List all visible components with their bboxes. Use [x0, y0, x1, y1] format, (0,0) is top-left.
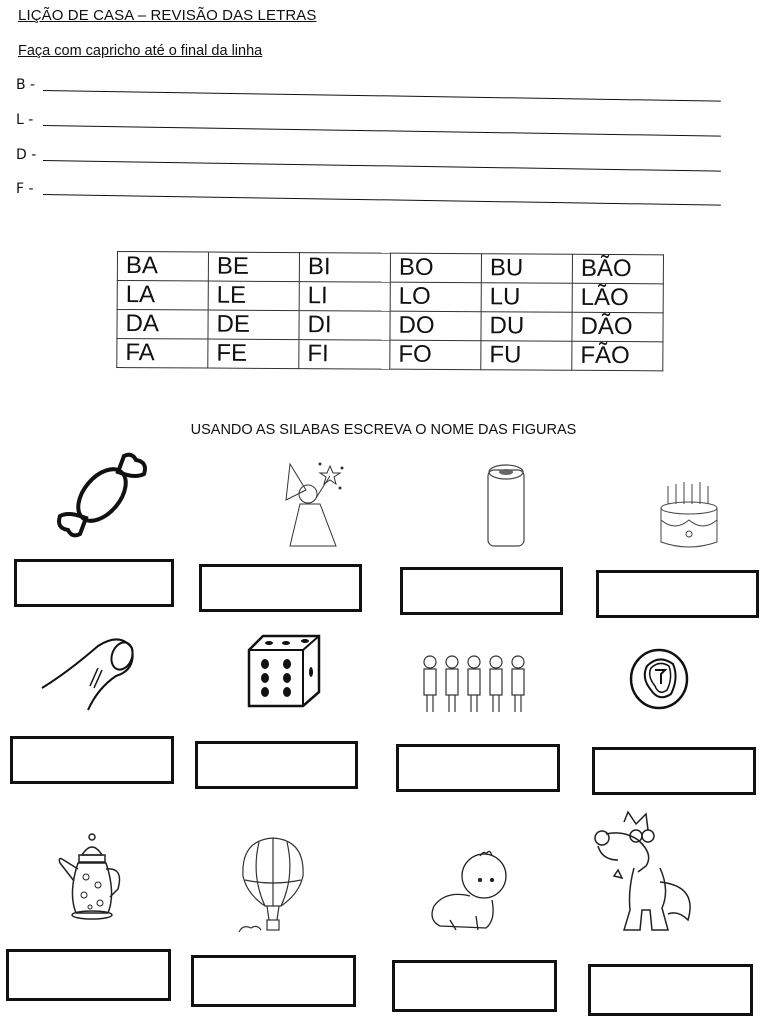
writing-line-b[interactable]	[16, 77, 721, 97]
instruction-text: USANDO AS SILABAS ESCREVA O NOME DAS FIGURAS	[190, 422, 577, 438]
answer-box-7[interactable]	[396, 744, 560, 792]
page-subtitle: Faça com capricho até o final da linha	[18, 43, 263, 59]
syllable-cell: DI	[299, 311, 390, 341]
syllable-cell: LU	[481, 283, 572, 313]
syllable-cell: LÃO	[572, 283, 663, 313]
birthday-cake-icon	[656, 480, 722, 552]
answer-box-9[interactable]	[6, 949, 171, 1001]
syllable-cell: BO	[390, 253, 481, 283]
writing-rule	[43, 90, 721, 102]
table-row	[117, 310, 663, 342]
teapot-icon	[54, 833, 130, 921]
syllable-cell: LE	[208, 281, 299, 311]
syllable-cell: LO	[390, 282, 481, 312]
syllable-cell: FU	[481, 341, 572, 371]
syllable-cell: DÃO	[572, 312, 663, 342]
finger-icon	[38, 636, 138, 711]
dice-icon	[243, 634, 323, 710]
candy-icon	[52, 450, 152, 540]
line-label: L -	[16, 112, 34, 128]
answer-box-3[interactable]	[400, 567, 563, 615]
writing-rule	[43, 194, 721, 206]
syllable-cell: DA	[117, 310, 208, 340]
line-label: D -	[16, 147, 37, 163]
answer-box-12[interactable]	[588, 964, 753, 1016]
answer-box-8[interactable]	[592, 747, 756, 795]
answer-box-2[interactable]	[199, 564, 362, 612]
syllable-cell: BA	[117, 252, 208, 282]
table-row	[117, 281, 663, 313]
fairy-icon	[280, 460, 350, 548]
writing-line-d[interactable]	[16, 147, 721, 167]
answer-box-1[interactable]	[14, 559, 174, 607]
syllable-cell: BE	[208, 252, 299, 282]
syllable-cell: FA	[117, 339, 208, 369]
line-label: F -	[16, 181, 34, 197]
syllable-cell: BÃO	[572, 254, 663, 284]
syllable-cell: BU	[481, 254, 572, 284]
baby-icon	[426, 850, 516, 934]
writing-rule	[43, 125, 721, 137]
syllable-cell: FÃO	[572, 341, 663, 371]
answer-box-4[interactable]	[596, 570, 759, 618]
answer-box-10[interactable]	[191, 955, 356, 1007]
syllable-cell: DO	[390, 311, 481, 341]
hot-air-balloon-icon	[237, 836, 309, 936]
syllable-cell: FE	[208, 339, 299, 369]
syllable-cell: FO	[390, 340, 481, 370]
table-row	[117, 252, 663, 284]
syllable-cell: DU	[481, 312, 572, 342]
writing-line-l[interactable]	[16, 112, 721, 132]
syllable-cell: DE	[208, 310, 299, 340]
table-row	[117, 339, 663, 371]
syllable-cell: LI	[299, 282, 390, 312]
syllable-cell: BI	[299, 253, 390, 283]
wolf-icon	[588, 810, 708, 940]
writing-line-f[interactable]	[16, 181, 721, 201]
syllable-cell: FI	[299, 340, 390, 370]
steak-icon	[629, 648, 689, 710]
page-title: LIÇÃO DE CASA – REVISÃO DAS LETRAS	[18, 7, 317, 24]
answer-box-5[interactable]	[10, 736, 174, 784]
row-of-people-icon	[418, 654, 530, 716]
answer-box-11[interactable]	[392, 960, 557, 1012]
line-label: B -	[16, 77, 36, 93]
soda-can-icon	[484, 460, 529, 552]
syllable-table	[116, 251, 664, 371]
syllable-cell: LA	[117, 281, 208, 311]
writing-rule	[43, 160, 721, 172]
answer-box-6[interactable]	[195, 741, 358, 789]
